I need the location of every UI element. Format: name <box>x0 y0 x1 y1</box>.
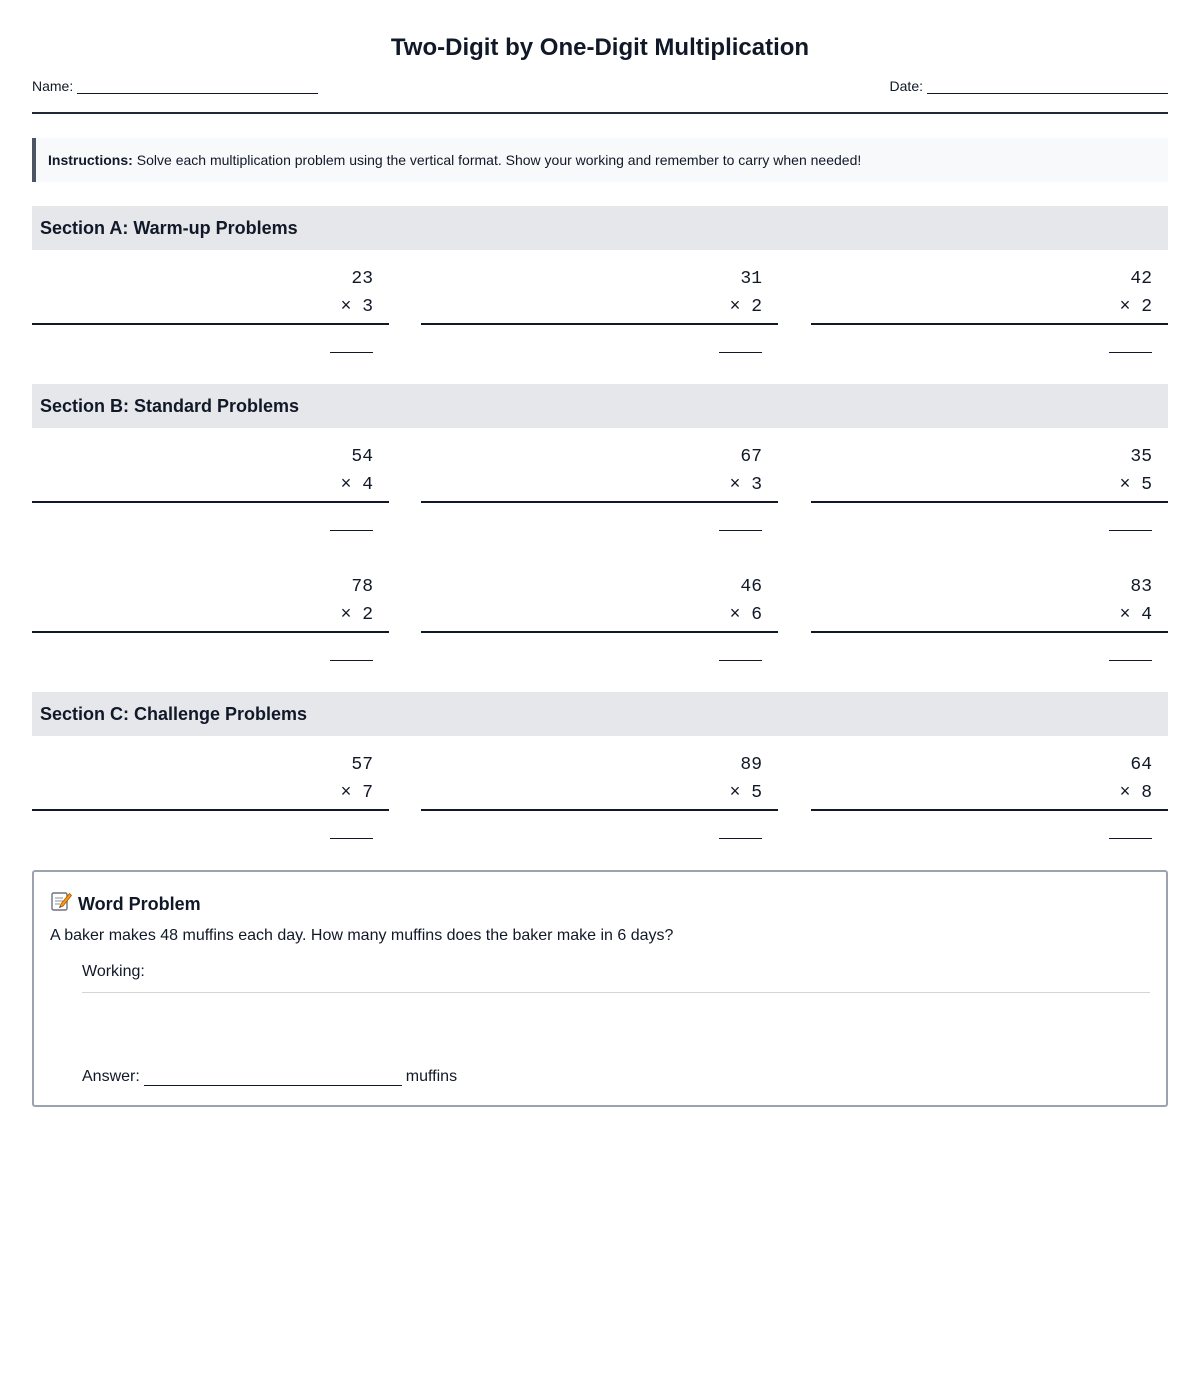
problem-rule <box>811 501 1168 503</box>
multiplier: × 2 <box>1119 297 1152 317</box>
problem-card <box>421 430 778 530</box>
problem-card <box>421 738 778 838</box>
problem-card <box>32 252 389 352</box>
answer-line[interactable] <box>1109 530 1152 531</box>
instructions-text: Solve each multiplication problem using the vertical format. Show your working and remember to carry when needed! <box>136 152 862 168</box>
section-c-header: Section C: Challenge Problems <box>32 692 1168 736</box>
multiplicand: 31 <box>740 269 762 289</box>
problem-rule <box>421 631 778 633</box>
problem-card <box>421 560 778 660</box>
date-field <box>890 78 1168 94</box>
answer-row <box>82 1068 457 1086</box>
multiplicand: 23 <box>351 269 373 289</box>
problem-rule <box>421 809 778 811</box>
answer-line[interactable] <box>1109 838 1152 839</box>
word-problem-text: A baker makes 48 muffins each day. How many muffins does the baker make in 6 days? <box>50 927 674 944</box>
problem-card <box>811 430 1168 530</box>
problem-card <box>32 430 389 530</box>
name-label: Name: <box>32 78 74 94</box>
name-field <box>32 78 318 94</box>
multiplier: × 3 <box>729 475 762 495</box>
answer-unit: muffins <box>405 1068 458 1085</box>
instructions-label: Instructions: <box>48 152 133 168</box>
multiplicand: 89 <box>740 755 762 775</box>
problem-card <box>811 560 1168 660</box>
multiplier: × 5 <box>1119 475 1152 495</box>
answer-label: Answer: <box>82 1068 140 1085</box>
name-date-row <box>32 76 1168 114</box>
multiplier: × 8 <box>1119 783 1152 803</box>
page-title: Two-Digit by One-Digit Multiplication <box>390 34 810 61</box>
answer-line[interactable] <box>330 838 373 839</box>
memo-icon <box>50 890 72 918</box>
problem-rule <box>811 809 1168 811</box>
answer-line[interactable] <box>719 838 762 839</box>
problem-card <box>811 252 1168 352</box>
word-problem-title: Word Problem <box>78 893 201 914</box>
multiplier: × 4 <box>340 475 373 495</box>
problem-rule <box>32 323 389 325</box>
multiplier: × 2 <box>729 297 762 317</box>
problem-rule <box>811 631 1168 633</box>
multiplier: × 3 <box>340 297 373 317</box>
answer-line[interactable] <box>1109 660 1152 661</box>
problem-card <box>421 252 778 352</box>
date-label: Date: <box>889 78 923 94</box>
answer-line[interactable] <box>1109 352 1152 353</box>
multiplier: × 4 <box>1119 605 1152 625</box>
multiplier: × 5 <box>729 783 762 803</box>
answer-line[interactable] <box>330 352 373 353</box>
problem-rule <box>32 501 389 503</box>
multiplier: × 2 <box>340 605 373 625</box>
section-b-header: Section B: Standard Problems <box>32 384 1168 428</box>
answer-blank[interactable] <box>144 1068 402 1086</box>
answer-line[interactable] <box>719 660 762 661</box>
problem-rule <box>421 501 778 503</box>
problem-rule <box>32 631 389 633</box>
multiplier: × 7 <box>340 783 373 803</box>
problem-card <box>32 738 389 838</box>
multiplicand: 46 <box>740 577 762 597</box>
answer-line[interactable] <box>719 352 762 353</box>
multiplicand: 54 <box>351 447 373 467</box>
multiplicand: 35 <box>1130 447 1152 467</box>
working-label: Working: <box>82 963 145 980</box>
multiplier: × 6 <box>729 605 762 625</box>
word-problem-heading <box>50 890 201 918</box>
problem-card <box>32 560 389 660</box>
name-blank[interactable] <box>77 78 318 94</box>
answer-line[interactable] <box>330 530 373 531</box>
answer-line[interactable] <box>719 530 762 531</box>
answer-line[interactable] <box>330 660 373 661</box>
multiplicand: 64 <box>1130 755 1152 775</box>
section-a-header: Section A: Warm-up Problems <box>32 206 1168 250</box>
multiplicand: 67 <box>740 447 762 467</box>
problem-rule <box>421 323 778 325</box>
multiplicand: 78 <box>351 577 373 597</box>
problem-rule <box>32 809 389 811</box>
instructions-box <box>32 138 1168 182</box>
problem-rule <box>811 323 1168 325</box>
problem-card <box>811 738 1168 838</box>
date-blank[interactable] <box>927 78 1168 94</box>
multiplicand: 57 <box>351 755 373 775</box>
multiplicand: 42 <box>1130 269 1152 289</box>
working-area[interactable] <box>82 992 1150 993</box>
word-problem-box <box>32 870 1168 1107</box>
multiplicand: 83 <box>1130 577 1152 597</box>
